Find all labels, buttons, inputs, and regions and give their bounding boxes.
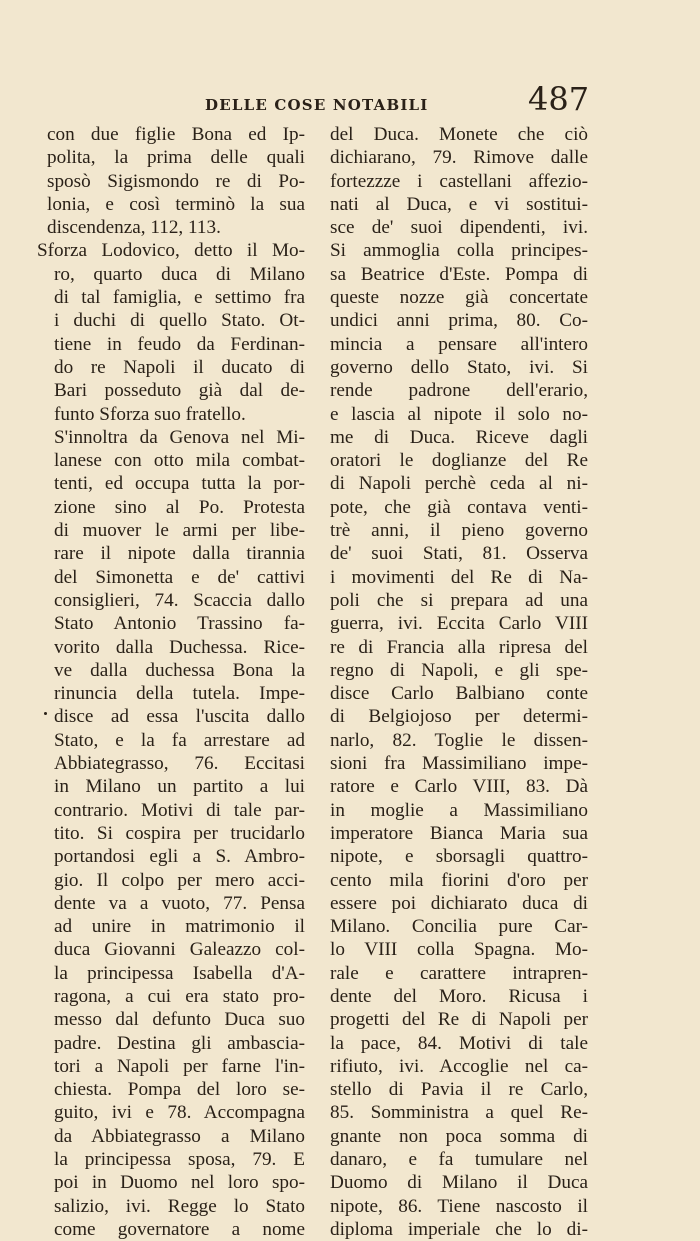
- index-line: ro, quarto duca di Milano: [54, 263, 305, 285]
- running-head: DELLE COSE NOTABILI: [205, 96, 429, 114]
- index-line: dente del Moro. Ricusa i: [330, 985, 588, 1007]
- index-line: i movimenti del Re di Na-: [330, 566, 588, 588]
- index-line: trè anni, il pieno governo: [330, 520, 588, 542]
- index-line: imperatore Bianca Maria sua: [330, 822, 588, 844]
- index-line: Duomo di Milano il Duca: [330, 1172, 588, 1194]
- index-line: da Abbiategrasso a Milano: [54, 1125, 305, 1147]
- index-line: queste nozze già concertate: [330, 287, 588, 309]
- index-line: gio. Il colpo per mero acci-: [54, 869, 305, 891]
- index-line: pote, che già contava venti-: [330, 496, 588, 518]
- index-line: fortezzze i castellani affezio-: [330, 170, 588, 192]
- index-line: lo VIII colla Spagna. Mo-: [330, 939, 588, 961]
- index-line: con due figlie Bona ed Ip-: [47, 124, 305, 145]
- index-line: rale e carattere intrapren-: [330, 962, 588, 984]
- index-line: S'innoltra da Genova nel Mi-: [54, 426, 305, 448]
- index-line: funto Sforza suo fratello.: [54, 403, 246, 425]
- index-line: la pace, 84. Motivi di tale: [330, 1032, 588, 1054]
- index-line: consiglieri, 74. Scaccia dallo: [54, 589, 305, 611]
- index-line: dichiarano, 79. Rimove dalle: [330, 147, 588, 169]
- index-line: padre. Destina gli ambascia-: [54, 1032, 305, 1054]
- index-line: di Napoli perchè ceda al ni-: [330, 473, 588, 495]
- page-number: 487: [528, 80, 590, 118]
- index-line: di muover le armi per libe-: [54, 520, 305, 542]
- index-line: Milano. Concilia pure Car-: [330, 916, 588, 938]
- index-line: essere poi dichiarato duca di: [330, 892, 588, 914]
- index-line: portandosi egli a S. Ambro-: [54, 846, 305, 868]
- index-line: nipote, e sborsagli quattro-: [330, 846, 588, 868]
- index-line: governo dello Stato, ivi. Si: [330, 356, 588, 378]
- index-line: rende padrone dell'erario,: [330, 380, 588, 402]
- index-line: del Duca. Monete che ciò: [330, 124, 588, 145]
- index-line: mincia a pensare all'intero: [330, 333, 588, 355]
- index-line: come governatore a nome: [54, 1218, 305, 1240]
- index-line: chiesta. Pompa del loro se-: [54, 1079, 305, 1101]
- index-line: in moglie a Massimiliano: [330, 799, 588, 821]
- index-line: duca Giovanni Galeazzo col-: [54, 939, 305, 961]
- index-line: sa Beatrice d'Este. Pompa di: [330, 263, 588, 285]
- index-line: di tal famiglia, e settimo fra: [54, 287, 305, 309]
- index-line: Sforza Lodovico, detto il Mo-: [37, 240, 305, 262]
- index-line: di Belgiojoso per determi-: [330, 706, 588, 728]
- index-line: stello di Pavia il re Carlo,: [330, 1079, 588, 1101]
- index-line: guito, ivi e 78. Accompagna: [54, 1102, 305, 1124]
- index-line: contrario. Motivi di tale par-: [54, 799, 305, 821]
- index-line: vorito dalla Duchessa. Rice-: [54, 636, 305, 658]
- index-line: i duchi di quello Stato. Ot-: [54, 310, 305, 332]
- index-line: ad unire in matrimonio il: [54, 916, 305, 938]
- index-line: poli che si prepara ad una: [330, 589, 588, 611]
- index-line: Bari posseduto già dal de-: [54, 380, 305, 402]
- index-line: narlo, 82. Toglie le dissen-: [330, 729, 588, 751]
- index-line: rinuncia della tutela. Impe-: [54, 683, 305, 705]
- index-line: Stato Antonio Trassino fa-: [54, 613, 305, 635]
- index-line: lonia, e così terminò la sua: [47, 193, 305, 215]
- index-line: do re Napoli il ducato di: [54, 356, 305, 378]
- index-line: rare il nipote dalla tirannia: [54, 543, 305, 565]
- index-line: guerra, ivi. Eccita Carlo VIII: [330, 613, 588, 635]
- index-line: la principessa sposa, 79. E: [54, 1149, 305, 1171]
- index-line: polita, la prima delle quali: [47, 147, 305, 169]
- index-line: de' suoi Stati, 81. Osserva: [330, 543, 588, 565]
- index-line: ratore e Carlo VIII, 83. Dà: [330, 776, 588, 798]
- index-line: undici anni prima, 80. Co-: [330, 310, 588, 332]
- index-column-left: [37, 123, 305, 1241]
- index-line: tenti, ed occupa tutta la por-: [54, 473, 305, 495]
- index-line: danaro, e fa tumulare nel: [330, 1149, 588, 1171]
- index-line: diploma imperiale che lo di-: [330, 1218, 588, 1240]
- index-line: tiene in feudo da Ferdinan-: [54, 333, 305, 355]
- index-line: nipote, 86. Tiene nascosto il: [330, 1195, 588, 1217]
- index-line: regno di Napoli, e gli spe-: [330, 659, 588, 681]
- index-line: salizio, ivi. Regge lo Stato: [54, 1195, 305, 1217]
- index-line: Abbiategrasso, 76. Eccitasi: [54, 753, 305, 775]
- index-line: cento mila fiorini d'oro per: [330, 869, 588, 891]
- index-line: ve dalla duchessa Bona la: [54, 659, 305, 681]
- index-line: Si ammoglia colla principes-: [330, 240, 588, 262]
- index-line: disce ad essa l'uscita dallo: [54, 706, 305, 728]
- ink-mark: [44, 712, 47, 715]
- index-line: sioni fra Massimiliano impe-: [330, 753, 588, 775]
- index-line: nati al Duca, e vi sostitui-: [330, 193, 588, 215]
- index-line: in Milano un partito a lui: [54, 776, 305, 798]
- index-line: Stato, e la fa arrestare ad: [54, 729, 305, 751]
- index-line: zione sino al Po. Protesta: [54, 496, 305, 518]
- index-line: oratori le doglianze del Re: [330, 450, 588, 472]
- index-line: sce de' suoi dipendenti, ivi.: [330, 217, 588, 239]
- index-line: sposò Sigismondo re di Po-: [47, 170, 305, 192]
- index-line: tori a Napoli per farne l'in-: [54, 1055, 305, 1077]
- index-line: rifiuto, ivi. Accoglie nel ca-: [330, 1055, 588, 1077]
- index-line: poi in Duomo nel loro spo-: [54, 1172, 305, 1194]
- index-line: la principessa Isabella d'A-: [54, 962, 305, 984]
- index-column-right: [330, 123, 588, 1241]
- index-line: dente va a vuoto, 77. Pensa: [54, 892, 305, 914]
- index-line: 85. Somministra a quel Re-: [330, 1102, 588, 1124]
- index-line: discendenza, 112, 113.: [47, 217, 221, 239]
- index-line: e lascia al nipote il solo no-: [330, 403, 588, 425]
- index-line: me di Duca. Riceve dagli: [330, 426, 588, 448]
- index-line: lanese con otto mila combat-: [54, 450, 305, 472]
- index-line: re di Francia alla ripresa del: [330, 636, 588, 658]
- index-line: gnante non poca somma di: [330, 1125, 588, 1147]
- index-line: del Simonetta e de' cattivi: [54, 566, 305, 588]
- index-line: messo dal defunto Duca suo: [54, 1009, 305, 1031]
- index-line: ragona, a cui era stato pro-: [54, 985, 305, 1007]
- index-line: progetti del Re di Napoli per: [330, 1009, 588, 1031]
- index-line: disce Carlo Balbiano conte: [330, 683, 588, 705]
- index-line: tito. Si cospira per trucidarlo: [54, 822, 305, 844]
